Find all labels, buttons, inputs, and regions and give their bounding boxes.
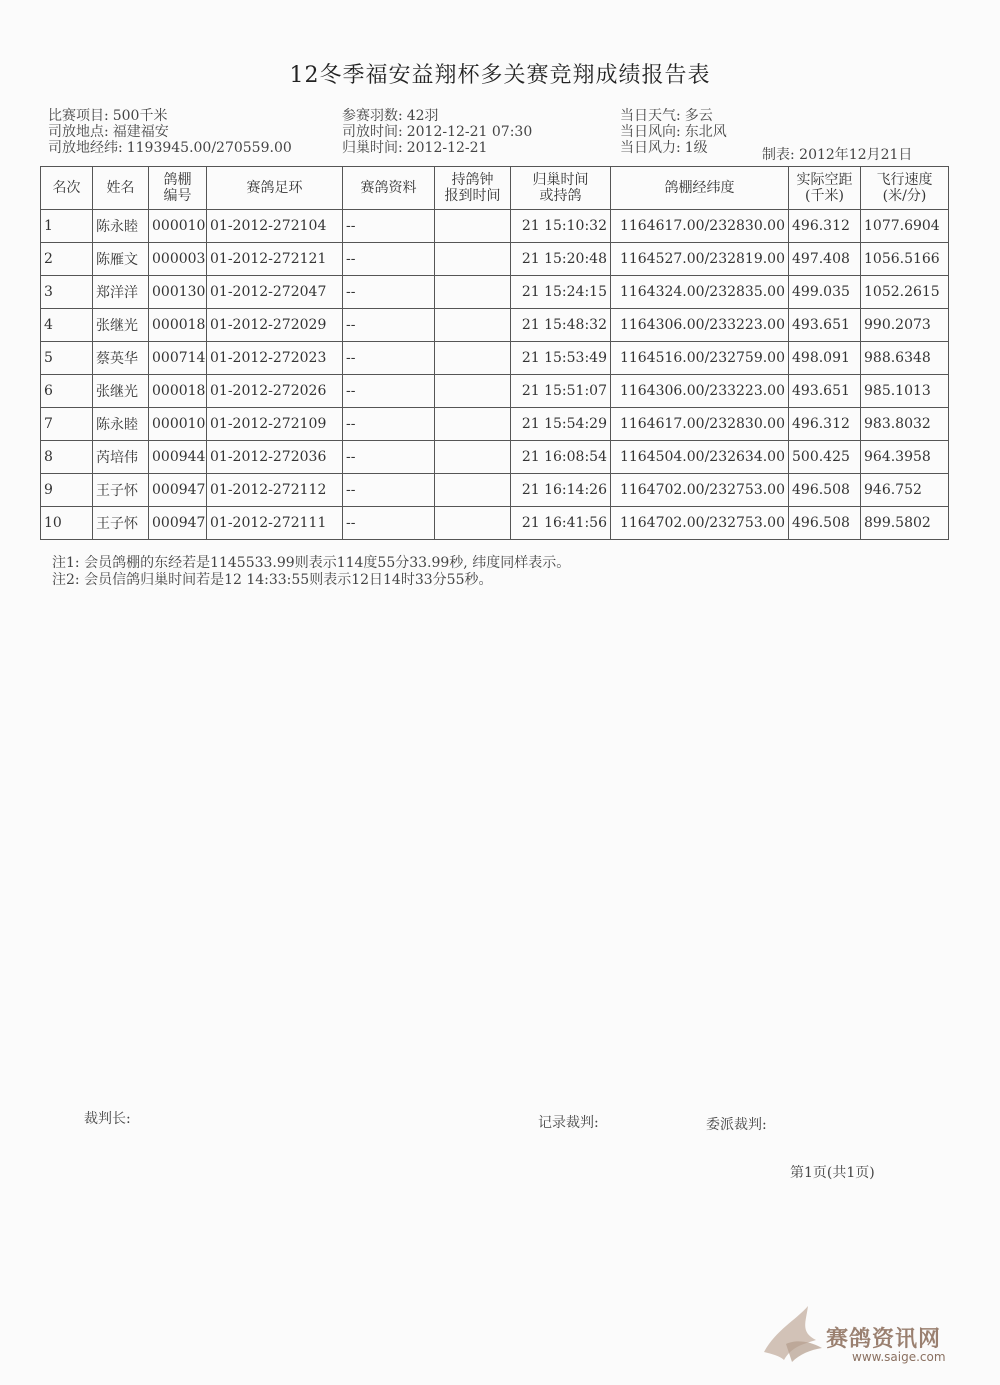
column-header: 姓名	[93, 167, 149, 210]
table-cell: 1164306.00/233223.00	[611, 375, 789, 408]
report-title: 12冬季福安益翔杯多关赛竞翔成绩报告表	[289, 63, 711, 88]
table-cell: 21 15:20:48	[511, 243, 611, 276]
table-cell	[435, 342, 511, 375]
table-cell	[435, 243, 511, 276]
table-cell: 01-2012-272023	[207, 342, 343, 375]
table-cell: 01-2012-272109	[207, 408, 343, 441]
table-cell: 1164617.00/232830.00	[611, 408, 789, 441]
info-wind-direction: 当日风向: 东北风	[620, 124, 727, 140]
pigeon-logo-icon	[756, 1300, 836, 1370]
table-row	[41, 243, 949, 276]
table-cell: 496.508	[789, 507, 861, 540]
table-cell: 3	[41, 276, 93, 309]
table-row	[41, 309, 949, 342]
table-cell: 芮培伟	[93, 441, 149, 474]
table-cell: 1164306.00/233223.00	[611, 309, 789, 342]
table-cell: 21 16:41:56	[511, 507, 611, 540]
note-1: 注1: 会员鸽棚的东经若是1145533.99则表示114度55分33.99秒, 纬度同样表示。	[52, 555, 571, 571]
table-cell: 1056.5166	[861, 243, 949, 276]
column-header: 归巢时间 或持鸽	[511, 167, 611, 210]
table-cell	[435, 375, 511, 408]
table-cell: 496.312	[789, 408, 861, 441]
table-cell: 张继光	[93, 309, 149, 342]
table-cell: 493.651	[789, 309, 861, 342]
info-weather: 当日天气: 多云	[620, 108, 713, 124]
table-cell	[435, 210, 511, 243]
table-cell: 21 15:53:49	[511, 342, 611, 375]
watermark-url: www.saige.com	[852, 1350, 946, 1364]
table-cell: 21 15:24:15	[511, 276, 611, 309]
table-cell: 988.6348	[861, 342, 949, 375]
column-header: 鸽棚经纬度	[611, 167, 789, 210]
table-cell: 1164504.00/232634.00	[611, 441, 789, 474]
table-cell: 2	[41, 243, 93, 276]
column-header: 鸽棚 编号	[149, 167, 207, 210]
table-cell: 蔡英华	[93, 342, 149, 375]
table-cell: 1164702.00/232753.00	[611, 474, 789, 507]
table-cell	[435, 276, 511, 309]
table-header-row	[41, 167, 949, 210]
chief-referee-label: 裁判长:	[84, 1111, 131, 1127]
table-cell: --	[343, 276, 435, 309]
info-block-left	[48, 108, 292, 156]
table-cell: 01-2012-272104	[207, 210, 343, 243]
table-cell: 4	[41, 309, 93, 342]
table-cell: 陈雁文	[93, 243, 149, 276]
table-cell: 7	[41, 408, 93, 441]
table-cell: 983.8032	[861, 408, 949, 441]
info-release-place: 司放地点: 福建福安	[48, 124, 169, 140]
table-cell: 1164617.00/232830.00	[611, 210, 789, 243]
info-race-item: 比赛项目: 500千米	[48, 108, 168, 124]
table-cell: 1	[41, 210, 93, 243]
table-cell: 1052.2615	[861, 276, 949, 309]
page-number: 第1页(共1页)	[790, 1165, 875, 1181]
table-cell	[435, 474, 511, 507]
table-cell: 000010	[149, 408, 207, 441]
table-cell: 000947	[149, 474, 207, 507]
table-cell: 000947	[149, 507, 207, 540]
table-cell: 964.3958	[861, 441, 949, 474]
table-cell: 899.5802	[861, 507, 949, 540]
table-cell: 01-2012-272036	[207, 441, 343, 474]
delegate-referee-label: 委派裁判:	[706, 1117, 767, 1133]
table-cell: 8	[41, 441, 93, 474]
table-row	[41, 342, 949, 375]
table-cell: 21 15:51:07	[511, 375, 611, 408]
table-cell: --	[343, 474, 435, 507]
table-cell: --	[343, 210, 435, 243]
table-cell: 499.035	[789, 276, 861, 309]
table-cell: 000944	[149, 441, 207, 474]
table-cell: 王子怀	[93, 507, 149, 540]
table-cell	[435, 507, 511, 540]
table-cell: 21 16:14:26	[511, 474, 611, 507]
table-cell: 6	[41, 375, 93, 408]
table-cell: 9	[41, 474, 93, 507]
table-row	[41, 210, 949, 243]
column-header: 持鸽钟 报到时间	[435, 167, 511, 210]
table-row	[41, 375, 949, 408]
column-header: 飞行速度 (米/分)	[861, 167, 949, 210]
table-cell: 01-2012-272029	[207, 309, 343, 342]
table-cell: 王子怀	[93, 474, 149, 507]
table-cell: 000010	[149, 210, 207, 243]
table-cell: 5	[41, 342, 93, 375]
info-return-time: 归巢时间: 2012-12-21	[342, 140, 488, 156]
table-cell: --	[343, 342, 435, 375]
column-header: 赛鸽资料	[343, 167, 435, 210]
table-cell	[435, 408, 511, 441]
table-row	[41, 474, 949, 507]
table-cell: 1164527.00/232819.00	[611, 243, 789, 276]
table-cell: 498.091	[789, 342, 861, 375]
info-release-coords: 司放地经纬: 1193945.00/270559.00	[48, 140, 292, 156]
results-table	[40, 166, 949, 540]
table-cell: 985.1013	[861, 375, 949, 408]
table-row	[41, 276, 949, 309]
watermark-logo	[756, 1300, 966, 1370]
table-cell: --	[343, 309, 435, 342]
table-cell: 陈永睦	[93, 210, 149, 243]
table-body	[41, 210, 949, 540]
table-cell: 01-2012-272121	[207, 243, 343, 276]
table-cell: 1077.6904	[861, 210, 949, 243]
table-cell: 000018	[149, 375, 207, 408]
column-header: 名次	[41, 167, 93, 210]
table-cell: 陈永睦	[93, 408, 149, 441]
table-cell: 493.651	[789, 375, 861, 408]
table-cell: 21 16:08:54	[511, 441, 611, 474]
table-cell	[435, 309, 511, 342]
table-row	[41, 408, 949, 441]
table-cell: --	[343, 441, 435, 474]
table-cell: 496.508	[789, 474, 861, 507]
info-block-right	[620, 108, 727, 156]
table-cell: 500.425	[789, 441, 861, 474]
table-cell: 21 15:54:29	[511, 408, 611, 441]
watermark-name: 赛鸽资讯网	[826, 1326, 942, 1352]
table-row	[41, 441, 949, 474]
table-cell: 21 15:10:32	[511, 210, 611, 243]
table-cell: --	[343, 408, 435, 441]
table-cell: 000714	[149, 342, 207, 375]
table-cell: 000018	[149, 309, 207, 342]
table-cell: 郑洋洋	[93, 276, 149, 309]
table-cell: 01-2012-272026	[207, 375, 343, 408]
column-header: 实际空距 (千米)	[789, 167, 861, 210]
table-cell: 946.752	[861, 474, 949, 507]
table-cell: 张继光	[93, 375, 149, 408]
table-cell: 1164702.00/232753.00	[611, 507, 789, 540]
info-block-middle	[342, 108, 532, 156]
made-date: 制表: 2012年12月21日	[762, 147, 913, 163]
table-cell: 1164516.00/232759.00	[611, 342, 789, 375]
info-release-time: 司放时间: 2012-12-21 07:30	[342, 124, 533, 140]
table-cell: 000003	[149, 243, 207, 276]
table-cell: 496.312	[789, 210, 861, 243]
recorder-referee-label: 记录裁判:	[538, 1115, 599, 1131]
table-cell: --	[343, 243, 435, 276]
table-cell: 10	[41, 507, 93, 540]
table-cell: 1164324.00/232835.00	[611, 276, 789, 309]
table-cell: --	[343, 375, 435, 408]
table-cell: --	[343, 507, 435, 540]
table-cell	[435, 441, 511, 474]
table-row	[41, 507, 949, 540]
table-cell: 000130	[149, 276, 207, 309]
table-cell: 21 15:48:32	[511, 309, 611, 342]
table-cell: 01-2012-272112	[207, 474, 343, 507]
table-cell: 01-2012-272047	[207, 276, 343, 309]
info-entries: 参赛羽数: 42羽	[342, 108, 439, 124]
table-cell: 01-2012-272111	[207, 507, 343, 540]
column-header: 赛鸽足环	[207, 167, 343, 210]
table-cell: 990.2073	[861, 309, 949, 342]
table-cell: 497.408	[789, 243, 861, 276]
info-wind-force: 当日风力: 1级	[620, 140, 708, 156]
note-2: 注2: 会员信鸽归巢时间若是12 14:33:55则表示12日14时33分55秒。	[52, 572, 493, 588]
